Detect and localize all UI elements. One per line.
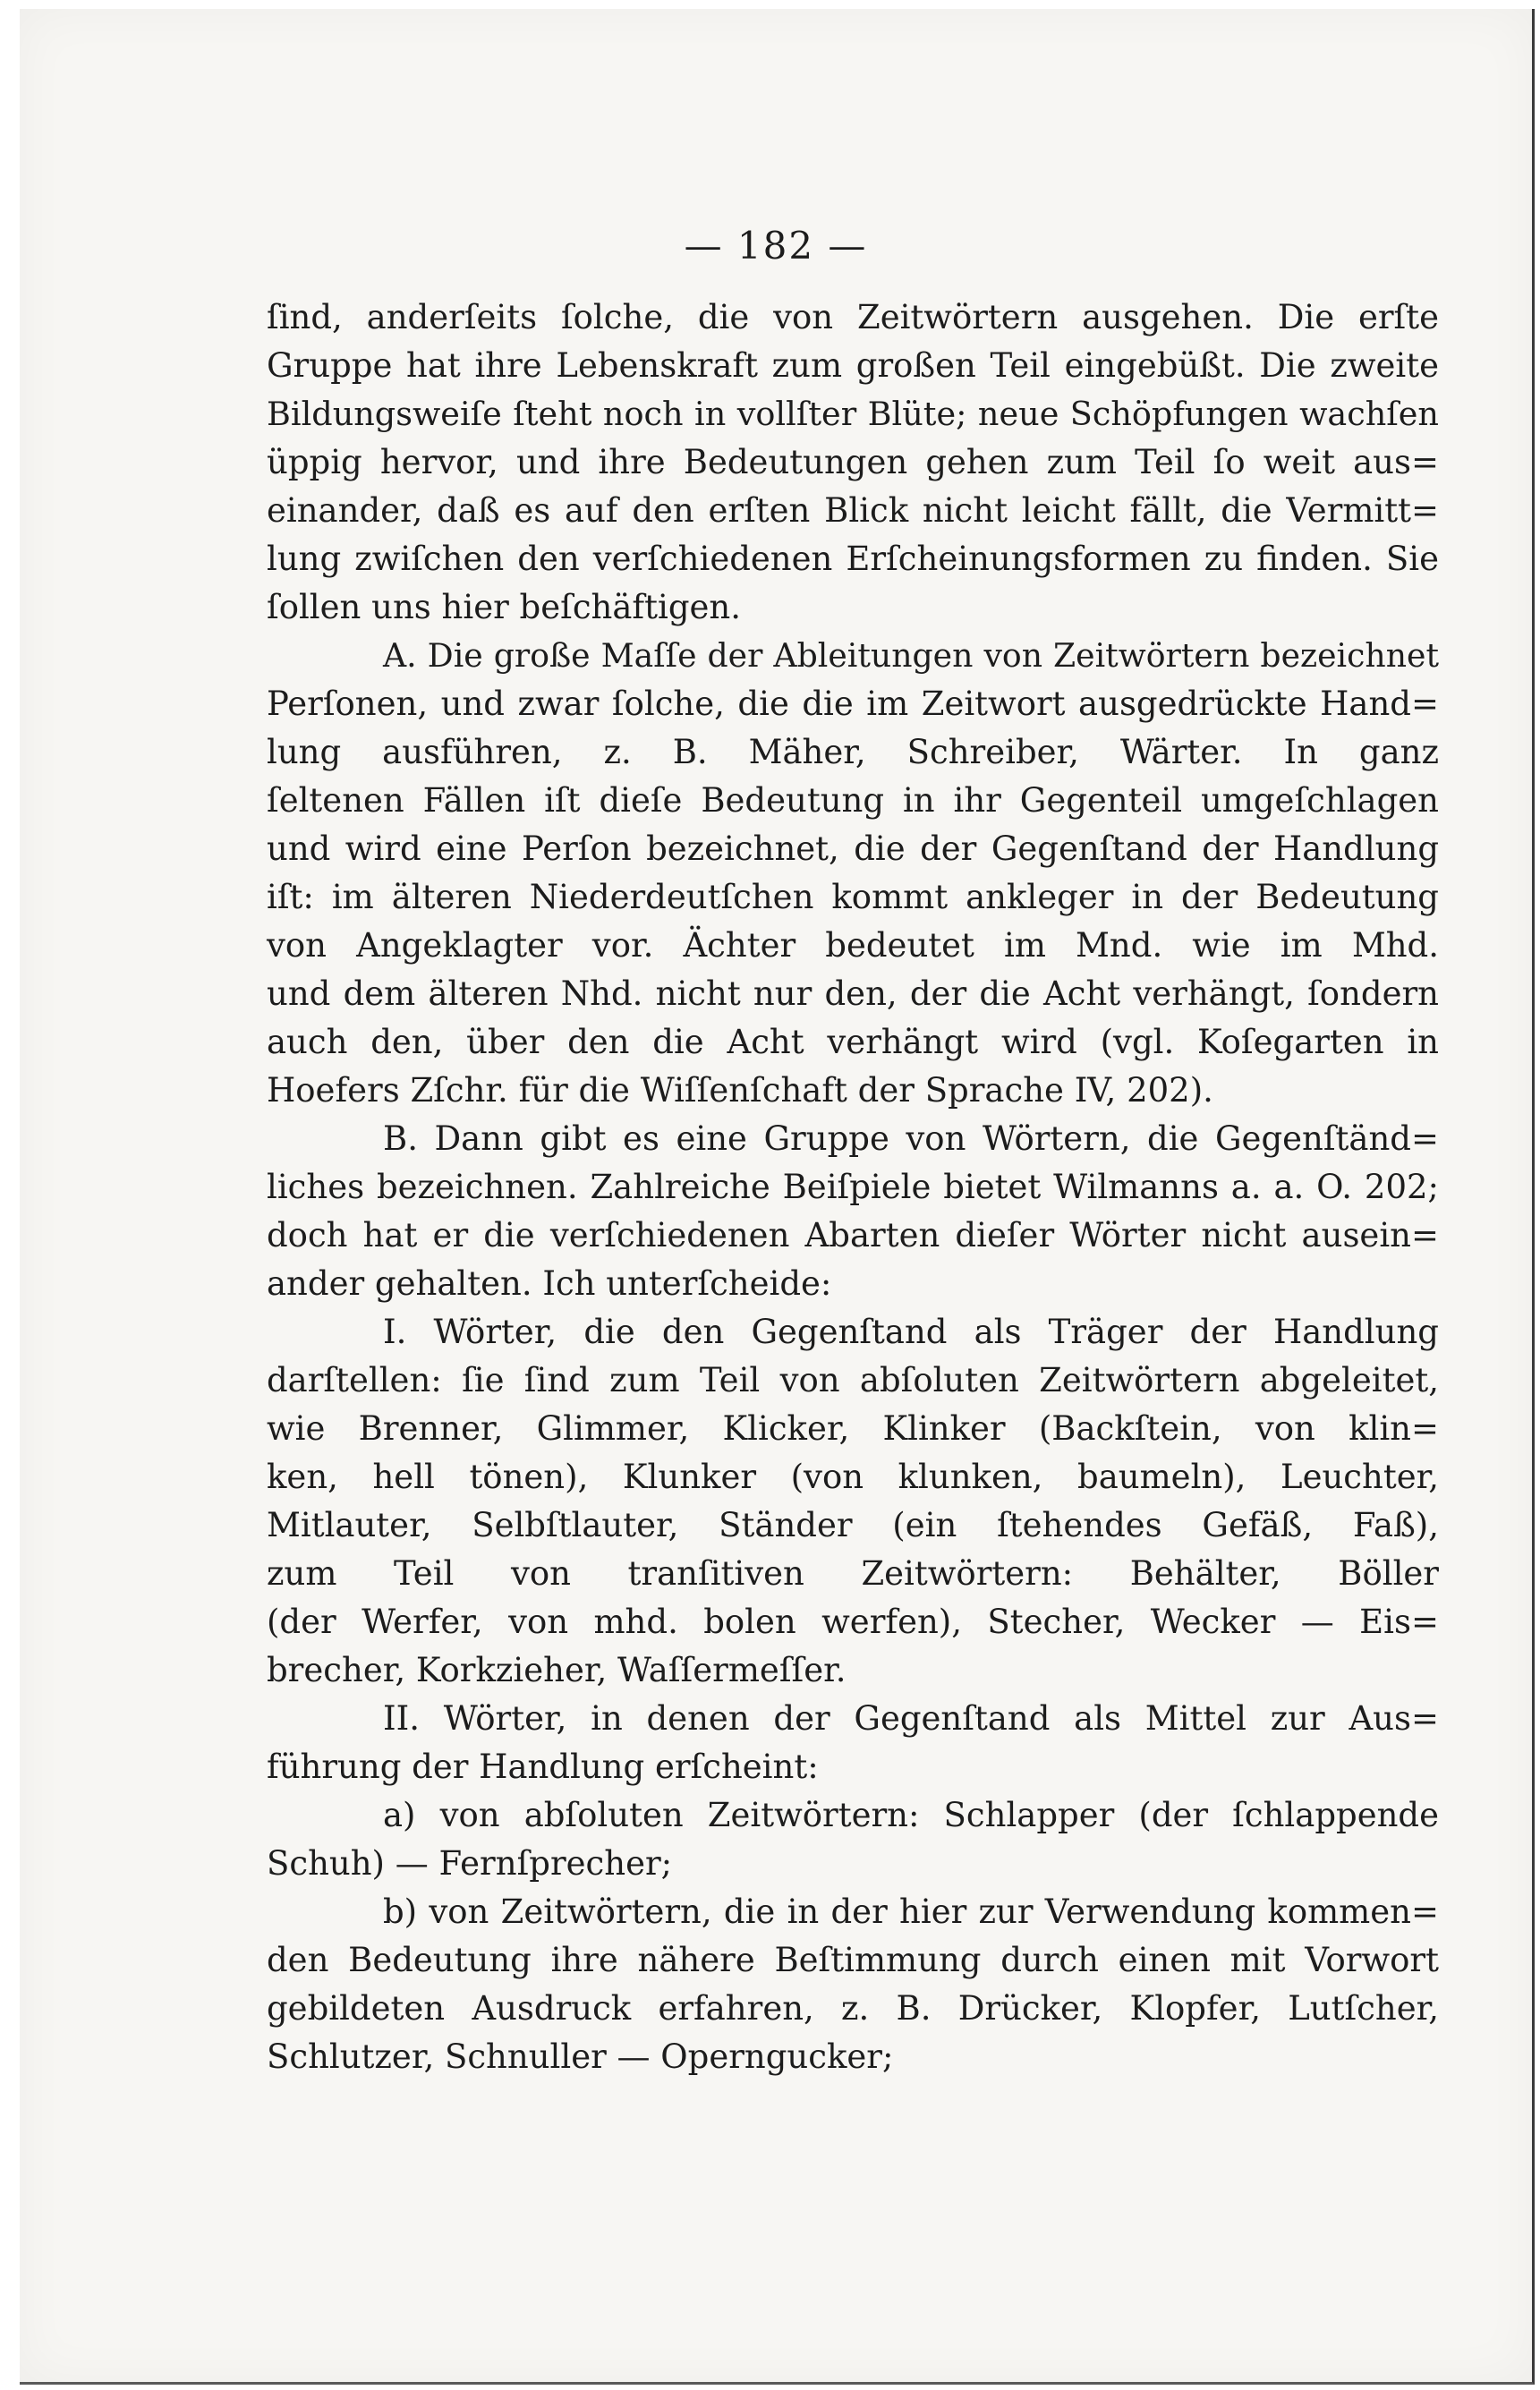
body-text xyxy=(267,293,1439,2081)
text-line: auch den, über den die Acht verhängt wird (vgl. Koſegarten in xyxy=(267,1023,1439,1061)
text-line: ſeltenen Fällen iſt dieſe Bedeutung in ihr Gegenteil umgeſchlagen xyxy=(267,781,1439,820)
text-line: Gruppe hat ihre Lebenskraft zum großen Teil eingebüßt. Die zweite xyxy=(267,346,1439,385)
text-line: wie Brenner, Glimmer, Klicker, Klinker (Backſtein, von klin= xyxy=(267,1409,1439,1448)
text-line: einander, daß es auf den erſten Blick nicht leicht fällt, die Vermitt= xyxy=(267,491,1439,530)
text-line: Bildungsweiſe ſteht noch in vollſter Blüte; neue Schöpfungen wachſen xyxy=(267,395,1439,433)
text-line: und wird eine Perſon bezeichnet, die der Gegenſtand der Handlung xyxy=(267,829,1439,868)
text-line: brecher, Korkzieher, Waſſermeſſer. xyxy=(267,1651,847,1689)
page-number: — 182 — xyxy=(684,224,868,268)
text-line: gebildeten Ausdruck erfahren, z. B. Drücker, Klopfer, Lutſcher, xyxy=(267,1989,1439,2028)
text-line: Schlutzer, Schnuller — Operngucker; xyxy=(267,2037,894,2076)
text-line: Mitlauter, Selbſtlauter, Ständer (ein ſtehendes Gefäß, Faß), xyxy=(267,1506,1439,1544)
text-line: doch hat er die verſchiedenen Abarten dieſer Wörter nicht ausein= xyxy=(267,1216,1439,1255)
text-line: liches bezeichnen. Zahlreiche Beiſpiele bietet Wilmanns a. a. O. 202; xyxy=(267,1168,1439,1206)
section-a-heading-line: A. Die große Maſſe der Ableitungen von Zeitwörtern bezeichnet xyxy=(383,636,1439,675)
text-line: lung ausführen, z. B. Mäher, Schreiber, Wärter. In ganz xyxy=(267,733,1439,771)
text-line: (der Werfer, von mhd. bolen werfen), Stecher, Wecker — Eis= xyxy=(267,1603,1439,1641)
text-line: Schuh) — Fernſprecher; xyxy=(267,1844,673,1883)
list-item-ii-line: II. Wörter, in denen der Gegenſtand als Mittel zur Aus= xyxy=(383,1699,1439,1738)
text-line: den Bedeutung ihre nähere Beſtimmung durch einen mit Vorwort xyxy=(267,1941,1439,1979)
text-line: Perſonen, und zwar ſolche, die die im Zeitwort ausgedrückte Hand= xyxy=(267,685,1439,723)
text-line: üppig hervor, und ihre Bedeutungen gehen zum Teil ſo weit aus= xyxy=(267,443,1439,481)
text-line: lung zwiſchen den verſchiedenen Erſcheinungsformen zu finden. Sie xyxy=(267,540,1439,578)
text-line: iſt: im älteren Niederdeutſchen kommt ankleger in der Bedeutung xyxy=(267,878,1439,916)
text-line: darſtellen: ſie ſind zum Teil von abſoluten Zeitwörtern abgeleitet, xyxy=(267,1361,1439,1399)
list-item-i-line: I. Wörter, die den Gegenſtand als Träger der Handlung xyxy=(383,1313,1439,1351)
text-line: ſollen uns hier beſchäftigen. xyxy=(267,588,741,626)
text-line: von Angeklagter vor. Ächter bedeutet im Mnd. wie im Mhd. xyxy=(267,926,1439,965)
text-line: zum Teil von tranſitiven Zeitwörtern: Behälter, Böller xyxy=(267,1554,1439,1593)
sub-item-a-line: a) von abſoluten Zeitwörtern: Schlapper (der ſchlappende xyxy=(383,1796,1439,1834)
text-line: ſind, anderſeits ſolche, die von Zeitwörtern ausgehen. Die erſte xyxy=(267,298,1439,336)
text-line: ken, hell tönen), Klunker (von klunken, baumeln), Leuchter, xyxy=(267,1458,1439,1496)
section-b-heading-line: B. Dann gibt es eine Gruppe von Wörtern, die Gegenſtänd= xyxy=(383,1119,1439,1158)
sub-item-b-line: b) von Zeitwörtern, die in der hier zur Verwendung kommen= xyxy=(383,1892,1439,1931)
text-line: Hoefers Zſchr. für die Wiſſenſchaft der Sprache IV, 202). xyxy=(267,1071,1213,1110)
text-line: und dem älteren Nhd. nicht nur den, der die Acht verhängt, ſondern xyxy=(267,974,1439,1013)
text-line: führung der Handlung erſcheint: xyxy=(267,1748,819,1786)
page-sheet xyxy=(20,9,1535,2385)
text-line: ander gehalten. Ich unterſcheide: xyxy=(267,1264,832,1303)
